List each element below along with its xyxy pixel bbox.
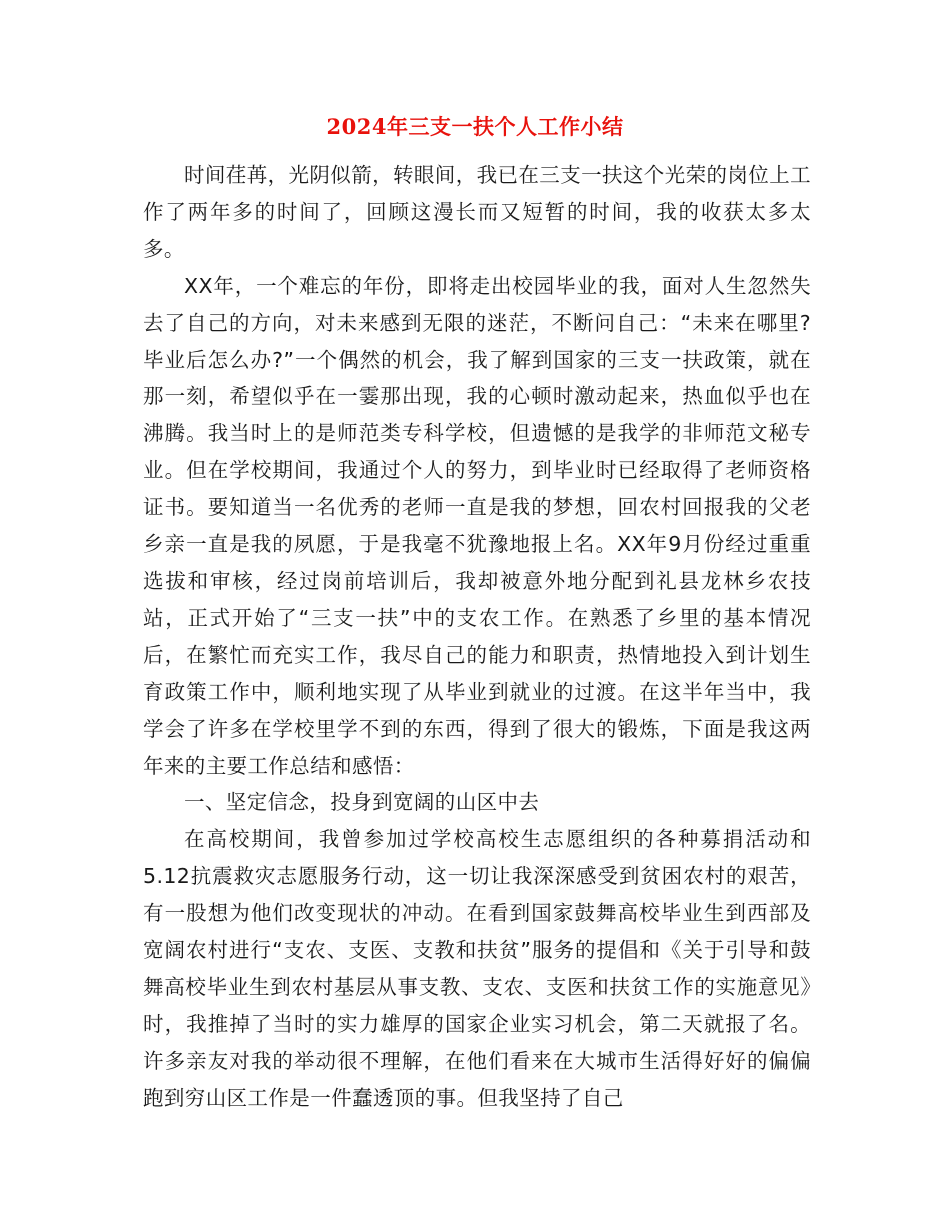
paragraph-intro: 时间荏苒，光阴似箭，转眼间，我已在三支一扶这个光荣的岗位上工作了两年多的时间了，回顾这漫长而又短暂的时间，我的收获太多太多。 [143, 163, 811, 261]
paragraph-section-one: 在高校期间，我曾参加过学校高校生志愿组织的各种募捐活动和5.12抗震救灾志愿服务行动，这一切让我深深感受到贫困农村的艰苦，有一股想为他们改变现状的冲动。在看到国家鼓舞高校毕业生到西部及宽阔农村进行“支农、支医、支教和扶贫”服务的提倡和《关于引导和鼓舞高校毕业生到农村基层从事支教、支农、支医和扶贫工作的实施意见》时，我推掉了当时的实力雄厚的国家企业实习机会，第二天就报了名。许多亲友对我的举动很不理解，在他们看来在大城市生活得好好的偏偏跑到穷山区工作是一件蠢透顶的事。但我坚持了自己 [143, 827, 811, 1110]
section-heading: 一、坚定信念，投身到宽阔的山区中去 [184, 790, 540, 815]
document-title: 2024年三支一扶个人工作小结 [326, 114, 624, 139]
paragraph-background: XX年，一个难忘的年份，即将走出校园毕业的我，面对人生忽然失去了自己的方向，对未来感到无限的迷茫，不断问自己：“未来在哪里?毕业后怎么办?”一个偶然的机会，我了解到国家的三支一扶政策，就在那一刻，希望似乎在一霎那出现，我的心顿时激动起来，热血似乎也在沸腾。我当时上的是师范类专科学校，但遗憾的是我学的非师范文秘专业。但在学校期间，我通过个人的努力，到毕业时已经取得了老师资格证书。要知道当一名优秀的老师一直是我的梦想，回农村回报我的父老乡亲一直是我的夙愿，于是我毫不犹豫地报上名。XX年9月份经过重重选拔和审核，经过岗前培训后，我却被意外地分配到礼县龙林乡农技站，正式开始了“三支一扶”中的支农工作。在熟悉了乡里的基本情况后，在繁忙而充实工作，我尽自己的能力和职责，热情地投入到计划生育政策工作中，顺利地实现了从毕业到就业的过渡。在这半年当中，我学会了许多在学校里学不到的东西，得到了很大的锻炼，下面是我这两年来的主要工作总结和感悟： [143, 273, 811, 778]
document-body [143, 157, 811, 1117]
